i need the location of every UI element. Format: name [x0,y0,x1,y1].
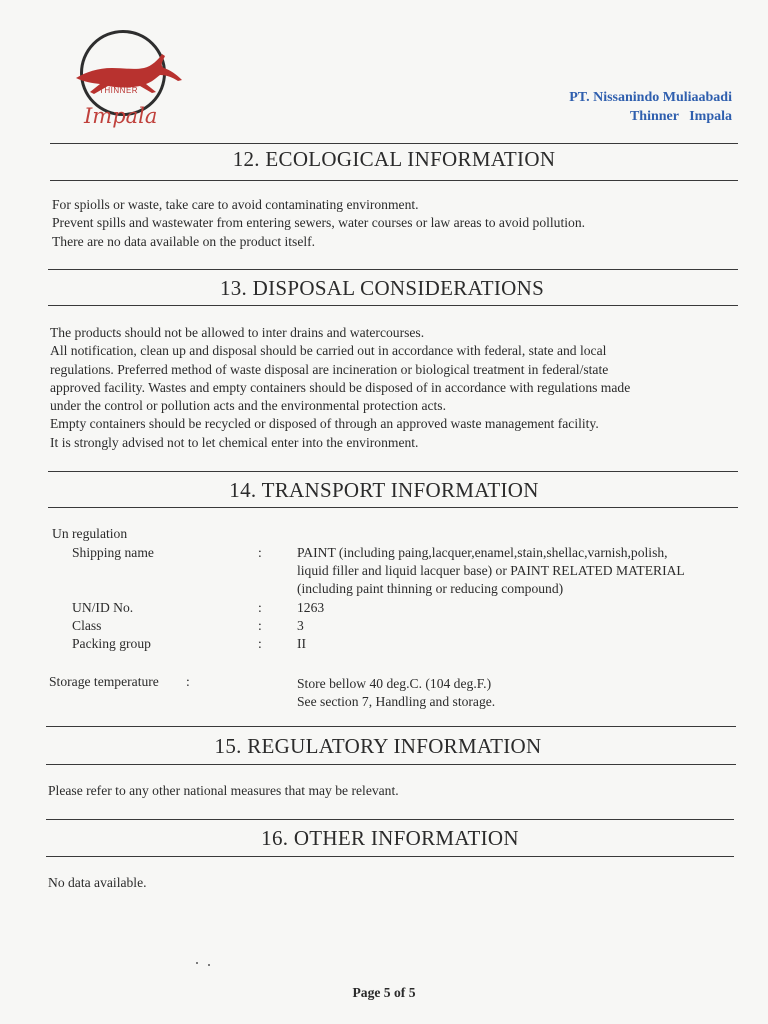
unid-label: UN/ID No. [72,600,134,615]
section-rule [48,471,738,472]
section-rule [48,305,738,306]
packing-group-label: Packing group [72,636,151,651]
class-value: 3 [297,618,304,633]
value-line: liquid filler and liquid lacquer base) or PAINT RELATED MATERIAL [297,563,685,578]
scan-speck [208,964,210,966]
paragraph-line: All notification, clean up and disposal should be carried out in accordance with federal, state and local [50,343,607,359]
colon: : [258,545,262,560]
section-rule [46,819,734,820]
paragraph-line: There are no data available on the product itself. [52,233,316,249]
logo-brand-text: Impala [84,104,158,128]
value-line: (including paint thinning or reducing compound) [297,581,564,596]
colon: : [258,600,262,615]
company-name: PT. Nissanindo Muliaabadi [569,90,732,105]
product-name: Thinner Impala [629,109,732,124]
paragraph-line: The products should not be allowed to inter drains and watercourses. [50,325,425,340]
section-rule [48,269,738,270]
section-rule [50,143,738,144]
section-13-title: 13. DISPOSAL CONSIDERATIONS [219,276,545,300]
section-rule [46,764,736,765]
paragraph-line: under the control or pollution acts and the environmental protection acts. [50,398,446,414]
logo-ring-text: THINNER [99,86,139,95]
paragraph-line: Please refer to any other national measures that may be relevant. [48,783,399,798]
section-14-title: 14. TRANSPORT INFORMATION [229,478,539,502]
packing-group-value-text: II [297,636,307,651]
colon: : [258,618,262,633]
section-16-title: 16. OTHER INFORMATION [261,826,519,850]
shipping-name-label: Shipping name [72,545,154,560]
value-line: See section 7, Handling and storage. [297,694,496,709]
section-13-body [50,324,732,452]
paragraph-line: No data available. [48,875,147,890]
colon: : [258,636,262,651]
paragraph-line: Empty containers should be recycled or disposed of through an approved waste management facility. [50,416,599,432]
shipping-name-value [297,544,685,598]
section-15-title: 15. REGULATORY INFORMATION [214,734,542,758]
colon: : [186,674,190,689]
un-regulation-heading: Un regulation [52,526,128,541]
company-block [569,88,732,126]
section-16-body [48,874,732,892]
paragraph-line: For spiolls or waste, take care to avoid contaminating environment. [52,197,419,212]
section-12-body [52,196,732,251]
value-line: Store bellow 40 deg.C. (104 deg.F.) [297,676,492,691]
value-line: PAINT (including paing,lacquer,enamel,stain,shellac,varnish,polish, [297,545,668,560]
section-rule [48,507,738,508]
section-15-body [48,782,732,800]
section-rule [50,180,738,181]
paragraph-line: It is strongly advised not to let chemical enter into the environment. [50,434,419,450]
paragraph-line: Prevent spills and wastewater from entering sewers, water courses or law areas to avoid pollution. [52,215,586,231]
class-label: Class [72,618,102,633]
page-number: Page 5 of 5 [352,985,416,1000]
unid-value: 1263 [297,600,325,615]
paragraph-line: regulations. Preferred method of waste disposal are incineration or biological treatment in federal/state [50,361,609,377]
section-rule [46,856,734,857]
storage-temperature-value [297,675,495,711]
storage-temperature-label: Storage temperature [49,674,159,689]
company-logo [72,28,187,133]
section-12-title: 12. ECOLOGICAL INFORMATION [232,147,556,171]
section-rule [46,726,736,727]
paragraph-line: approved facility. Wastes and empty containers should be disposed of in accordance with regulations made [50,379,631,395]
scan-speck [196,962,198,964]
